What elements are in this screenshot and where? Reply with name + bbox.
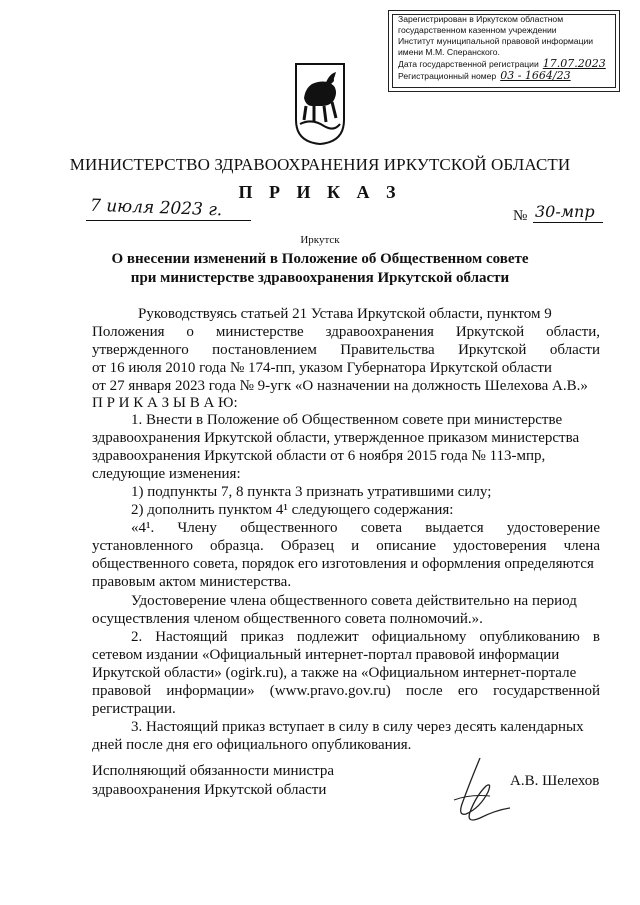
body-line: 1) подпункты 7, 8 пункта 3 признать утратившими силу;	[131, 484, 492, 500]
stamp-line: государственном казенном учреждении	[398, 25, 557, 35]
stamp-line: Зарегистрирован в Иркутском областном	[398, 14, 564, 24]
stamp-reg-value: 03 - 1664/23	[500, 69, 571, 82]
body-line: дней после дня его официального опубликования.	[92, 737, 412, 753]
body-line: от 27 января 2023 года № 9-угк «О назначении на должность Шелехова А.В.»	[92, 378, 588, 394]
stamp-line: Регистрационный номер	[398, 71, 497, 81]
body-line: 2. Настоящий приказ подлежит официальному опубликованию в	[131, 629, 600, 645]
body-line: регистрации.	[92, 701, 176, 717]
handwritten-date: 7 июля 2023 г.	[89, 195, 223, 221]
body-line: общественного совета, порядок его изготовления и оформления определяются	[92, 556, 594, 572]
body-line: Удостоверение члена общественного совета действительно на период	[131, 593, 577, 609]
body-line: утвержденного постановлением Правительства Иркутской области	[92, 342, 600, 358]
body-line: 1. Внести в Положение об Общественном совете при министерстве	[131, 412, 563, 428]
stamp-line: Институт муниципальной правовой информации	[398, 36, 594, 46]
body-line: Руководствуясь статьей 21 Устава Иркутской области, пунктом 9	[138, 306, 552, 322]
stamp-reg-row	[398, 70, 613, 82]
body-line: 2) дополнить пунктом 4¹ следующего содержания:	[131, 502, 454, 518]
handwritten-signature-icon	[440, 752, 520, 832]
body-line: осуществления членом общественного совета полномочий.».	[92, 611, 483, 627]
signatory-position: здравоохранения Иркутской области	[92, 782, 327, 798]
stamp-line: имени М.М. Сперанского.	[398, 47, 500, 57]
document-title-line: О внесении изменений в Положение об Общественном совете	[111, 251, 529, 267]
handwritten-number: 30-мпр	[535, 202, 595, 221]
body-line: правовой информации» (www.pravo.gov.ru) после его государственной	[92, 683, 600, 699]
document-type: П Р И К А З	[238, 182, 402, 202]
body-line: «4¹. Члену общественного совета выдается удостоверение	[131, 520, 600, 536]
body-line: П Р И К А З Ы В А Ю:	[92, 395, 238, 411]
number-underline	[533, 222, 603, 223]
number-prefix: №	[513, 208, 528, 224]
city: Иркутск	[300, 234, 340, 246]
date-underline	[86, 220, 251, 221]
body-line: Положения о министерстве здравоохранения Иркутской области,	[92, 324, 600, 340]
body-line: сетевом издании «Официальный интернет-портал правовой информации	[92, 647, 560, 663]
registration-stamp	[388, 10, 620, 92]
body-line: здравоохранения Иркутской области от 6 ноября 2015 года № 113-мпр,	[92, 448, 546, 464]
body-line: следующие изменения:	[92, 466, 241, 482]
stamp-date-value: 17.07.2023	[542, 57, 606, 70]
body-line: 3. Настоящий приказ вступает в силу в силу через десять календарных	[131, 719, 584, 735]
body-line: Иркутской области» (ogirk.ru), а также на «Официальном интернет-портале	[92, 665, 577, 681]
body-line: установленного образца. Образец и описание удостоверения члена	[92, 538, 600, 554]
signatory-name: А.В. Шелехов	[510, 773, 600, 789]
body-line: здравоохранения Иркутской области, утвержденное приказом министерства	[92, 430, 580, 446]
body-line: правовым актом министерства.	[92, 574, 292, 590]
ministry-name: МИНИСТЕРСТВО ЗДРАВООХРАНЕНИЯ ИРКУТСКОЙ ОБЛАСТИ	[69, 155, 571, 174]
coat-of-arms-icon	[294, 62, 346, 146]
signatory-position: Исполняющий обязанности министра	[92, 763, 335, 779]
stamp-line: Дата государственной регистрации	[398, 59, 539, 69]
body-line: от 16 июля 2010 года № 174-пп, указом Губернатора Иркутской области	[92, 360, 552, 376]
document-title-line: при министерстве здравоохранения Иркутской области	[130, 270, 510, 286]
